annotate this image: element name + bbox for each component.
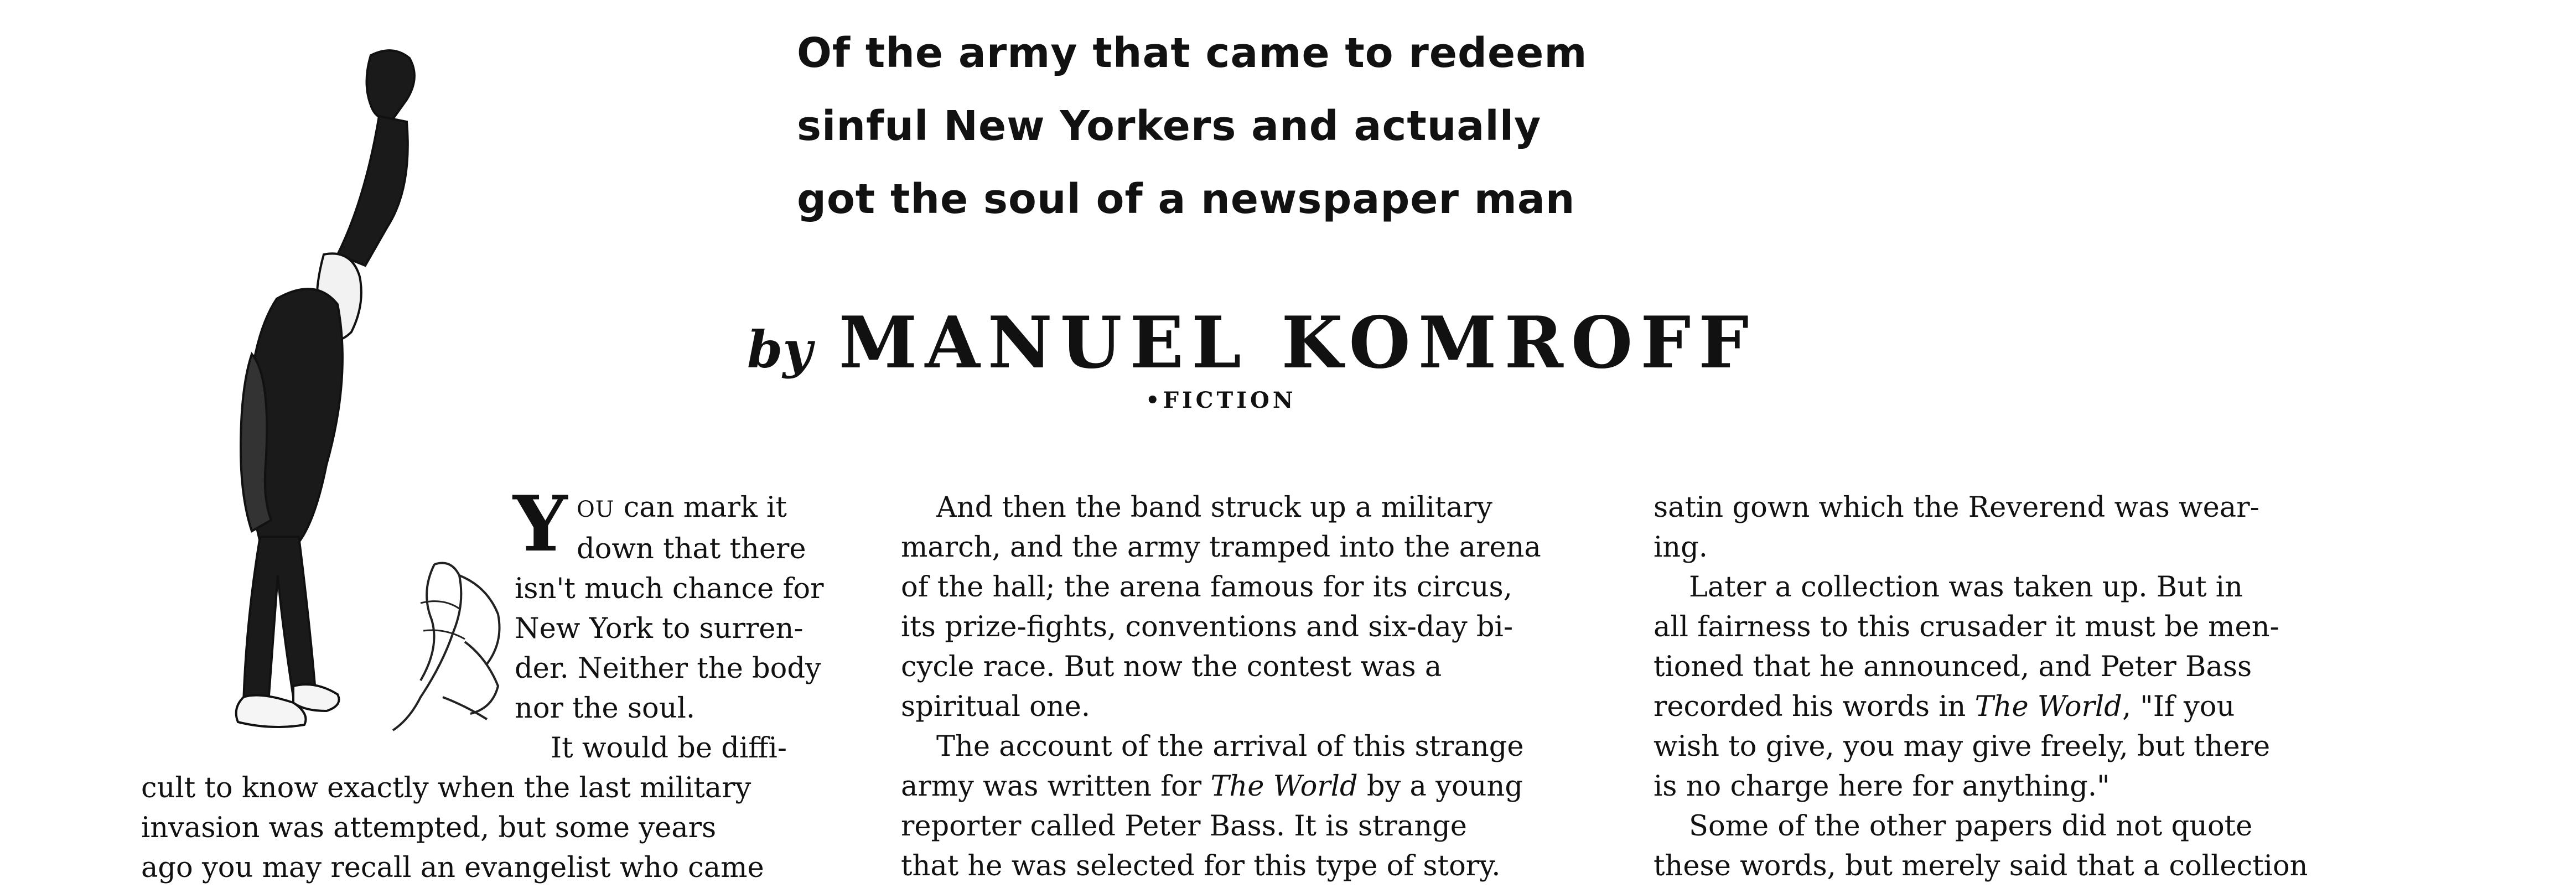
byline-by: by bbox=[747, 320, 812, 380]
byline bbox=[747, 302, 1798, 385]
publication-title: The World bbox=[1210, 770, 1358, 803]
paragraph-line: its prize-fights, conventions and six-day bi- bbox=[901, 611, 1514, 643]
column-1 bbox=[141, 479, 849, 888]
headline bbox=[797, 17, 1715, 236]
paragraph-line: all fairness to this crusader it must be men- bbox=[1654, 611, 2279, 643]
paragraph-line: spiritual one. bbox=[901, 690, 1091, 723]
paragraph-line: nor the soul. bbox=[515, 692, 696, 725]
author-name: MANUEL KOMROFF bbox=[838, 302, 1757, 385]
paragraph-line: of the hall; the arena famous for its circus, bbox=[901, 571, 1512, 604]
paragraph-line: The account of the arrival of this strange bbox=[936, 730, 1524, 763]
paragraph-line: tioned that he announced, and Peter Bass bbox=[1654, 651, 2252, 683]
section-label: •FICTION bbox=[1146, 387, 1297, 413]
paragraph-line: der. Neither the body bbox=[515, 652, 821, 685]
paragraph-line: isn't much chance for bbox=[515, 573, 824, 605]
publication-title: The World bbox=[1974, 690, 2122, 723]
paragraph-line: cult to know exactly when the last military bbox=[141, 772, 751, 804]
paragraph-line: cycle race. But now the contest was a bbox=[901, 651, 1442, 683]
paragraph-line: march, and the army tramped into the arena bbox=[901, 531, 1541, 564]
headline-line: Of the army that came to redeem bbox=[797, 29, 1588, 77]
paragraph-line: ago you may recall an evangelist who came bbox=[141, 851, 764, 884]
paragraph-line: down that there bbox=[577, 533, 806, 565]
paragraph-line: New York to surren- bbox=[515, 612, 804, 645]
headline-line: sinful New Yorkers and actually bbox=[797, 102, 1542, 150]
paragraph-line: And then the band struck up a military bbox=[936, 491, 1492, 524]
paragraph-line: It would be diffi- bbox=[551, 732, 787, 765]
headline-line: got the soul of a newspaper man bbox=[797, 175, 1575, 223]
paragraph-line: recorded his words in The World, "If you bbox=[1654, 690, 2235, 723]
column-2 bbox=[901, 488, 1598, 886]
paragraph-line: these words, but merely said that a collection bbox=[1654, 850, 2308, 882]
paragraph-line: satin gown which the Reverend was wear- bbox=[1654, 491, 2259, 524]
paragraph-line: Y OU can mark it bbox=[513, 479, 787, 569]
column-3 bbox=[1654, 488, 2362, 886]
paragraph-line: invasion was attempted, but some years bbox=[141, 812, 717, 844]
paragraph-line: ing. bbox=[1654, 531, 1708, 564]
paragraph-line: reporter called Peter Bass. It is strange bbox=[901, 810, 1467, 843]
paragraph-line: is no charge here for anything." bbox=[1654, 770, 2110, 803]
paragraph-line: wish to give, you may give freely, but there bbox=[1654, 730, 2271, 763]
paragraph-line: army was written for The World by a young bbox=[901, 770, 1523, 803]
drop-cap: Y bbox=[513, 479, 568, 569]
paragraph-line: Some of the other papers did not quote bbox=[1689, 810, 2253, 843]
paragraph-line: Later a collection was taken up. But in bbox=[1689, 571, 2243, 604]
paragraph-line: that he was selected for this type of story. bbox=[901, 850, 1501, 882]
